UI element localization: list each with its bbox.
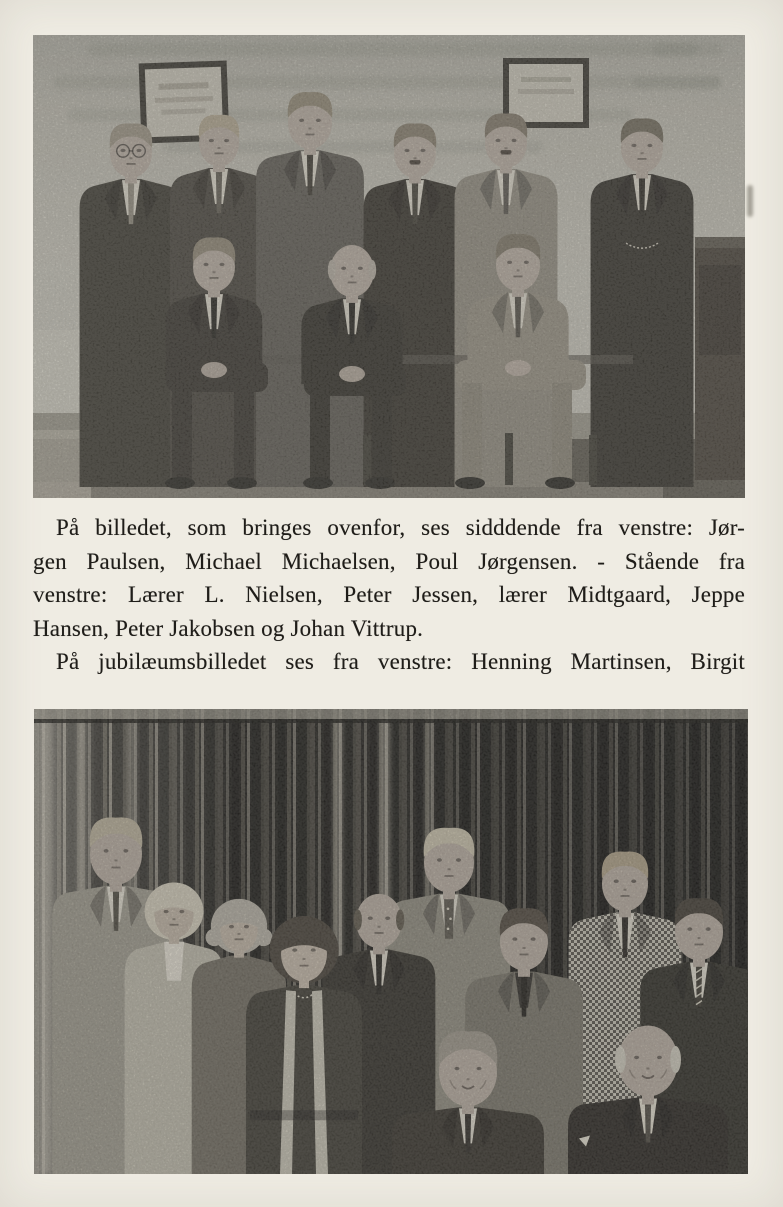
caption-line-2: gen Paulsen, Michael Michaelsen, Poul Jørgensen. - Stående fra: [33, 548, 745, 574]
photo-caption: [33, 511, 745, 679]
caption-line-4: Hansen, Peter Jakobsen og Johan Vittrup.: [33, 615, 424, 641]
group-photo-top: [33, 35, 745, 498]
group-photo-bottom-canvas: [34, 709, 748, 1174]
grain-light: [34, 709, 748, 1174]
group-photo-bottom: [34, 709, 748, 1172]
group-photo-top-canvas: [33, 35, 745, 498]
caption-line-5: På jubilæumsbilledet ses fra venstre: Henning Martinsen, Birgit: [56, 649, 745, 675]
scan-artifact: [747, 185, 753, 217]
caption-line-1: På billedet, som bringes ovenfor, ses sidddende fra venstre: Jør-: [56, 515, 745, 540]
caption-line-3: venstre: Lærer L. Nielsen, Peter Jessen, lærer Midtgaard, Jeppe: [33, 582, 745, 608]
grain-light: [33, 35, 745, 498]
